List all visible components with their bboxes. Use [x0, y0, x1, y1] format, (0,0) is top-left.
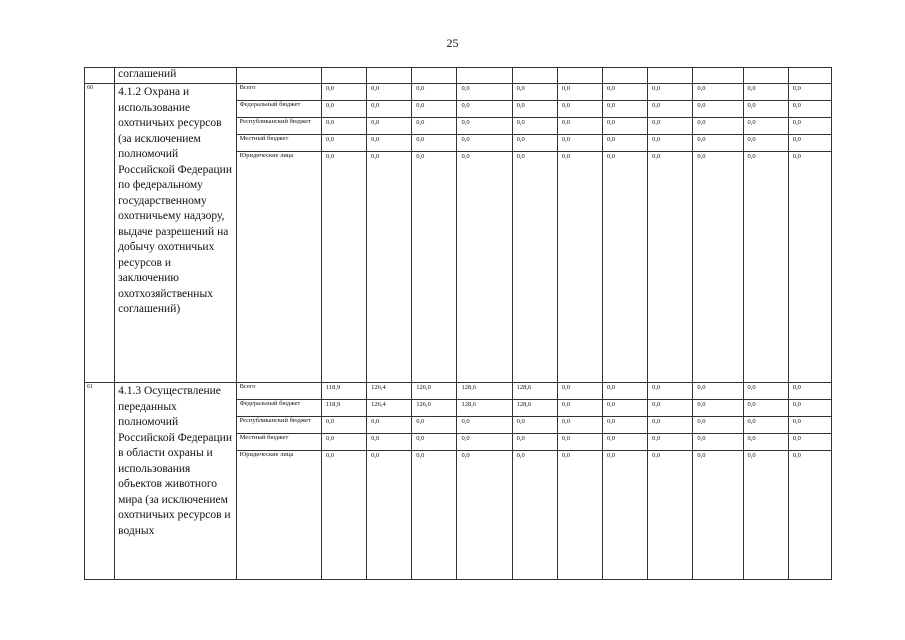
value-cell: 0,0: [457, 434, 511, 451]
name-cell-continuation: соглашений: [115, 68, 236, 84]
value-cell: 0,0: [693, 383, 742, 400]
value-cell: 126,0: [412, 383, 456, 400]
funding-source-label: Всего: [237, 383, 321, 400]
value-cell: 0,0: [367, 417, 411, 434]
value-cell: 0,0: [561, 153, 570, 160]
row-number-cell: 61: [85, 383, 115, 580]
value-cell: 0,0: [789, 118, 831, 135]
budget-table: [84, 67, 832, 580]
value-cell: 0,0: [412, 135, 456, 152]
row-number-cell: [85, 68, 115, 84]
value-cell: 0,0: [648, 400, 692, 417]
value-column-cell: [693, 383, 743, 580]
value-column-cell: [693, 84, 743, 383]
value-cell: 0,0: [412, 101, 456, 118]
value-column-cell: [367, 383, 412, 580]
value-cell: 0,0: [789, 434, 831, 451]
value-cell: 0,0: [461, 452, 470, 459]
value-cell: 126,4: [367, 383, 411, 400]
value-cell: 0,0: [792, 153, 801, 160]
value-cell: 0,0: [693, 400, 742, 417]
value-cell: 0,0: [603, 434, 647, 451]
value-cell: 0,0: [648, 434, 692, 451]
value-cell: 0,0: [513, 84, 557, 101]
value-cell: 0,0: [789, 101, 831, 118]
value-cell: 0,0: [513, 417, 557, 434]
value-cell: 0,0: [457, 118, 511, 135]
value-cell: 126,0: [412, 400, 456, 417]
value-cell: 0,0: [322, 434, 366, 451]
funding-source-label: Всего: [237, 84, 321, 101]
value-cell: 0,0: [747, 153, 756, 160]
value-cell: 0,0: [558, 383, 602, 400]
value-cell: 0,0: [367, 84, 411, 101]
value-cell: 0,0: [789, 84, 831, 101]
value-column-cell: [557, 84, 602, 383]
funding-source-label: Республиканский бюджет: [237, 417, 321, 434]
value-column-cell: [512, 383, 557, 580]
value-cell: 0,0: [322, 84, 366, 101]
value-cell: 0,0: [412, 84, 456, 101]
value-cell: 0,0: [461, 153, 470, 160]
value-cell: 0,0: [607, 153, 616, 160]
value-column-cell: [412, 84, 457, 383]
value-cell: 0,0: [367, 135, 411, 152]
funding-source-label: Республиканский бюджет: [237, 118, 321, 135]
value-cell: 0,0: [693, 101, 742, 118]
value-cell: 0,0: [558, 135, 602, 152]
value-cell: 0,0: [789, 135, 831, 152]
value-column-cell: [788, 383, 831, 580]
value-column-cell: [321, 84, 366, 383]
page-number: 25: [446, 36, 459, 50]
value-column-cell: [788, 84, 831, 383]
table-row: [85, 383, 832, 580]
funding-source-label: Местный бюджет: [237, 135, 321, 152]
value-cell: 0,0: [744, 400, 788, 417]
value-cell: 0,0: [792, 452, 801, 459]
value-cell: 0,0: [744, 101, 788, 118]
value-column-cell: [512, 84, 557, 383]
funding-source-label: Юридические лица: [239, 451, 294, 458]
value-column-cell: [557, 383, 602, 580]
value-column-cell: [743, 84, 788, 383]
value-cell: 128,6: [513, 400, 557, 417]
value-cell: 0,0: [603, 417, 647, 434]
funding-source-cell: [236, 84, 321, 383]
value-column-cell: [367, 84, 412, 383]
value-cell: 0,0: [603, 135, 647, 152]
value-cell: 0,0: [747, 452, 756, 459]
value-cell: 0,0: [607, 452, 616, 459]
value-cell: 0,0: [558, 101, 602, 118]
value-cell: 0,0: [652, 153, 661, 160]
value-cell: 0,0: [744, 417, 788, 434]
funding-source-label: Федеральный бюджет: [237, 101, 321, 118]
value-cell: 0,0: [558, 84, 602, 101]
funding-source-label: Юридические лица: [239, 152, 294, 159]
value-cell: 0,0: [322, 135, 366, 152]
value-cell: 0,0: [648, 383, 692, 400]
activity-name-cell: 4.1.2 Охрана и использование охотничьих ресурсов (за исключением полномочий Российской Федерации по федеральному государственному охотничьему надзору, выдаче разрешений на добычу охотничьих ресурсов и заключению охотхозяйственных соглашений): [115, 84, 236, 383]
value-cell: 0,0: [367, 118, 411, 135]
value-cell: 0,0: [693, 84, 742, 101]
value-cell: 0,0: [412, 417, 456, 434]
value-cell: 0,0: [693, 417, 742, 434]
value-cell: 0,0: [322, 101, 366, 118]
value-cell: 0,0: [513, 135, 557, 152]
value-cell: 0,0: [648, 118, 692, 135]
value-cell: 0,0: [322, 118, 366, 135]
value-cell: 0,0: [367, 434, 411, 451]
value-cell: 0,0: [371, 452, 380, 459]
value-cell: 0,0: [412, 434, 456, 451]
value-cell: 0,0: [513, 118, 557, 135]
value-cell: 0,0: [648, 84, 692, 101]
value-cell: 0,0: [697, 452, 706, 459]
value-cell: 0,0: [789, 417, 831, 434]
table-row: [85, 84, 832, 383]
value-cell: 0,0: [744, 84, 788, 101]
value-cell: 0,0: [744, 135, 788, 152]
funding-source-label: Местный бюджет: [237, 434, 321, 451]
value-cell: 0,0: [416, 153, 425, 160]
value-cell: 0,0: [558, 118, 602, 135]
value-column-cell: [412, 383, 457, 580]
value-cell: 0,0: [513, 101, 557, 118]
funding-source-label: Федеральный бюджет: [237, 400, 321, 417]
value-cell: 0,0: [603, 118, 647, 135]
value-cell: 0,0: [516, 452, 525, 459]
value-cell: 0,0: [603, 383, 647, 400]
value-column-cell: [603, 84, 648, 383]
value-cell: 0,0: [789, 400, 831, 417]
value-cell: 0,0: [412, 118, 456, 135]
value-cell: 0,0: [457, 417, 511, 434]
value-cell: 0,0: [789, 383, 831, 400]
value-cell: 126,4: [367, 400, 411, 417]
value-column-cell: [648, 84, 693, 383]
value-cell: 0,0: [603, 101, 647, 118]
value-cell: 0,0: [513, 434, 557, 451]
value-cell: 0,0: [693, 434, 742, 451]
value-cell: 0,0: [603, 400, 647, 417]
value-column-cell: [743, 383, 788, 580]
value-cell: 0,0: [457, 101, 511, 118]
value-cell: 118,9: [322, 400, 366, 417]
value-cell: 0,0: [693, 118, 742, 135]
value-column-cell: [457, 383, 512, 580]
value-column-cell: [603, 383, 648, 580]
value-column-cell: [457, 84, 512, 383]
value-cell: 0,0: [744, 383, 788, 400]
value-cell: 128,6: [513, 383, 557, 400]
value-cell: 0,0: [367, 101, 411, 118]
value-cell: 0,0: [516, 153, 525, 160]
value-cell: 0,0: [371, 153, 380, 160]
value-cell: 0,0: [744, 118, 788, 135]
table-row-continuation: [85, 68, 832, 84]
value-cell: 0,0: [325, 452, 335, 459]
value-column-cell: [321, 383, 366, 580]
value-cell: 0,0: [416, 452, 425, 459]
value-cell: 0,0: [457, 84, 511, 101]
value-cell: 0,0: [558, 434, 602, 451]
row-number-cell: 60: [85, 84, 115, 383]
value-cell: 0,0: [325, 153, 335, 160]
value-cell: 0,0: [603, 84, 647, 101]
value-cell: 0,0: [697, 153, 706, 160]
value-cell: 0,0: [648, 135, 692, 152]
value-cell: 0,0: [558, 417, 602, 434]
value-cell: 0,0: [693, 135, 742, 152]
value-cell: 0,0: [322, 417, 366, 434]
value-cell: 0,0: [648, 101, 692, 118]
value-cell: 128,6: [457, 400, 511, 417]
activity-name-cell: 4.1.3 Осуществление переданных полномочий Российской Федерации в области охраны и использования объектов животного мира (за исключением охотничьих ресурсов и водных: [115, 383, 236, 580]
value-column-cell: [648, 383, 693, 580]
funding-source-cell: [236, 383, 321, 580]
value-cell: 0,0: [652, 452, 661, 459]
value-cell: 0,0: [558, 400, 602, 417]
value-cell: 0,0: [648, 417, 692, 434]
value-cell: 128,6: [457, 383, 511, 400]
value-cell: 0,0: [744, 434, 788, 451]
value-cell: 118,9: [322, 383, 366, 400]
value-cell: 0,0: [561, 452, 570, 459]
value-cell: 0,0: [457, 135, 511, 152]
